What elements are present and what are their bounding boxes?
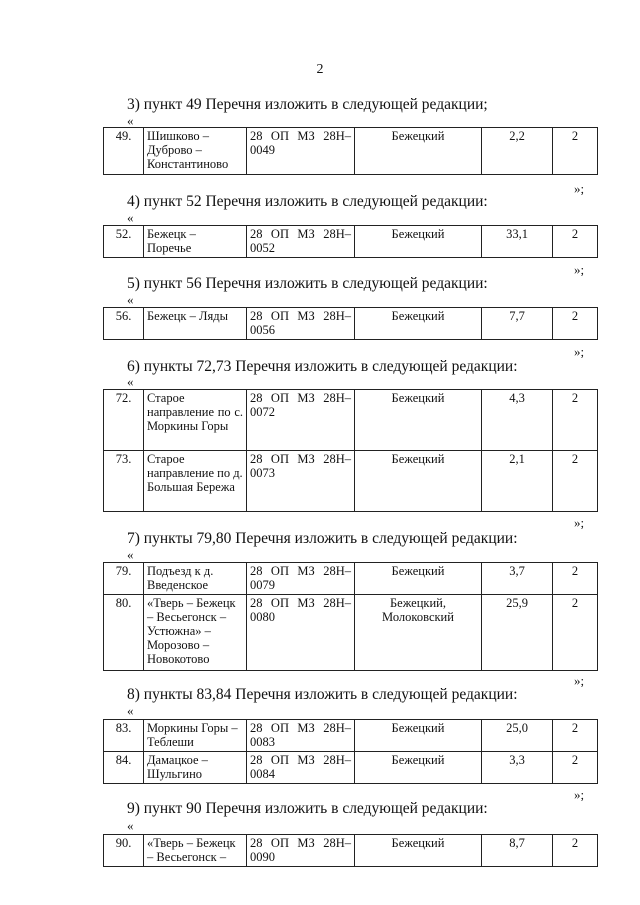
page-number: 2: [316, 62, 324, 77]
roads-table: [103, 562, 598, 671]
district: Бежецкий: [355, 835, 482, 867]
open-quote: «: [127, 547, 134, 562]
road-length: 25,0: [482, 720, 553, 752]
road-category: 2: [553, 835, 598, 867]
road-name: Бежецк – Поречье: [144, 226, 247, 258]
open-quote: «: [127, 374, 134, 389]
open-quote: «: [127, 703, 134, 718]
row-number: 90.: [104, 835, 144, 867]
road-category: 2: [553, 128, 598, 175]
road-code: 28 ОП МЗ 28Н– 0083: [247, 720, 355, 752]
open-quote: «: [127, 113, 134, 128]
open-quote: «: [127, 292, 134, 307]
road-length: 8,7: [482, 835, 553, 867]
district: Бежецкий, Молоковский: [355, 595, 482, 671]
row-number: 73.: [104, 451, 144, 512]
close-quote: »;: [574, 787, 585, 802]
row-number: 80.: [104, 595, 144, 671]
section-heading: 7) пункты 79,80 Перечня изложить в следующей редакции:: [127, 530, 518, 547]
road-category: 2: [553, 308, 598, 340]
section-heading: 4) пункт 52 Перечня изложить в следующей редакции:: [127, 193, 488, 210]
road-code: 28 ОП МЗ 28Н– 0072: [247, 390, 355, 451]
road-code: 28 ОП МЗ 28Н– 0079: [247, 563, 355, 595]
table-row: [104, 563, 598, 595]
road-code: 28 ОП МЗ 28Н– 0090: [247, 835, 355, 867]
road-name: Бежецк – Ляды: [144, 308, 247, 340]
district: Бежецкий: [355, 752, 482, 784]
close-quote: »;: [574, 344, 585, 359]
row-number: 72.: [104, 390, 144, 451]
open-quote: «: [127, 818, 134, 833]
road-category: 2: [553, 451, 598, 512]
table-row: [104, 226, 598, 258]
table-row: [104, 752, 598, 784]
road-code: 28 ОП МЗ 28Н– 0080: [247, 595, 355, 671]
district: Бежецкий: [355, 390, 482, 451]
row-number: 79.: [104, 563, 144, 595]
road-length: 25,9: [482, 595, 553, 671]
district: Бежецкий: [355, 226, 482, 258]
district: Бежецкий: [355, 128, 482, 175]
road-category: 2: [553, 390, 598, 451]
close-quote: »;: [574, 181, 585, 196]
road-code: 28 ОП МЗ 28Н– 0084: [247, 752, 355, 784]
district: Бежецкий: [355, 563, 482, 595]
table-row: [104, 720, 598, 752]
roads-table: [103, 389, 598, 512]
road-code: 28 ОП МЗ 28Н– 0049: [247, 128, 355, 175]
section-heading: 6) пункты 72,73 Перечня изложить в следующей редакции:: [127, 358, 518, 375]
road-category: 2: [553, 752, 598, 784]
roads-table: [103, 719, 598, 784]
section-heading: 9) пункт 90 Перечня изложить в следующей редакции:: [127, 800, 488, 817]
road-category: 2: [553, 563, 598, 595]
road-code: 28 ОП МЗ 28Н– 0056: [247, 308, 355, 340]
open-quote: «: [127, 210, 134, 225]
road-name: Шишково – Дуброво – Константиново: [144, 128, 247, 175]
road-name: Старое направление по с. Моркины Горы: [144, 390, 247, 451]
road-name: «Тверь – Бежецк – Весьегонск –: [144, 835, 247, 867]
row-number: 49.: [104, 128, 144, 175]
row-number: 84.: [104, 752, 144, 784]
close-quote: »;: [574, 262, 585, 277]
road-name: «Тверь – Бежецк – Весьегонск – Устюжна» – Морозово – Новокотово: [144, 595, 247, 671]
road-length: 4,3: [482, 390, 553, 451]
close-quote: »;: [574, 673, 585, 688]
district: Бежецкий: [355, 720, 482, 752]
roads-table: [103, 127, 598, 175]
road-length: 7,7: [482, 308, 553, 340]
table-row: [104, 835, 598, 867]
row-number: 56.: [104, 308, 144, 340]
road-name: Моркины Горы – Теблеши: [144, 720, 247, 752]
road-category: 2: [553, 226, 598, 258]
road-name: Дамацкое – Шульгино: [144, 752, 247, 784]
road-category: 2: [553, 595, 598, 671]
table-row: [104, 451, 598, 512]
close-quote: »;: [574, 515, 585, 530]
section-heading: 5) пункт 56 Перечня изложить в следующей редакции:: [127, 275, 488, 292]
road-category: 2: [553, 720, 598, 752]
roads-table: [103, 225, 598, 258]
district: Бежецкий: [355, 308, 482, 340]
road-length: 3,7: [482, 563, 553, 595]
road-length: 2,2: [482, 128, 553, 175]
row-number: 83.: [104, 720, 144, 752]
roads-table: [103, 834, 598, 867]
table-row: [104, 595, 598, 671]
road-code: 28 ОП МЗ 28Н– 0073: [247, 451, 355, 512]
road-name: Старое направление по д. Большая Бережа: [144, 451, 247, 512]
row-number: 52.: [104, 226, 144, 258]
section-heading: 8) пункты 83,84 Перечня изложить в следующей редакции:: [127, 686, 518, 703]
road-length: 2,1: [482, 451, 553, 512]
road-code: 28 ОП МЗ 28Н– 0052: [247, 226, 355, 258]
table-row: [104, 128, 598, 175]
table-row: [104, 390, 598, 451]
table-row: [104, 308, 598, 340]
road-length: 3,3: [482, 752, 553, 784]
district: Бежецкий: [355, 451, 482, 512]
section-heading: 3) пункт 49 Перечня изложить в следующей редакции;: [127, 96, 488, 113]
road-length: 33,1: [482, 226, 553, 258]
road-name: Подъезд к д. Введенское: [144, 563, 247, 595]
roads-table: [103, 307, 598, 340]
